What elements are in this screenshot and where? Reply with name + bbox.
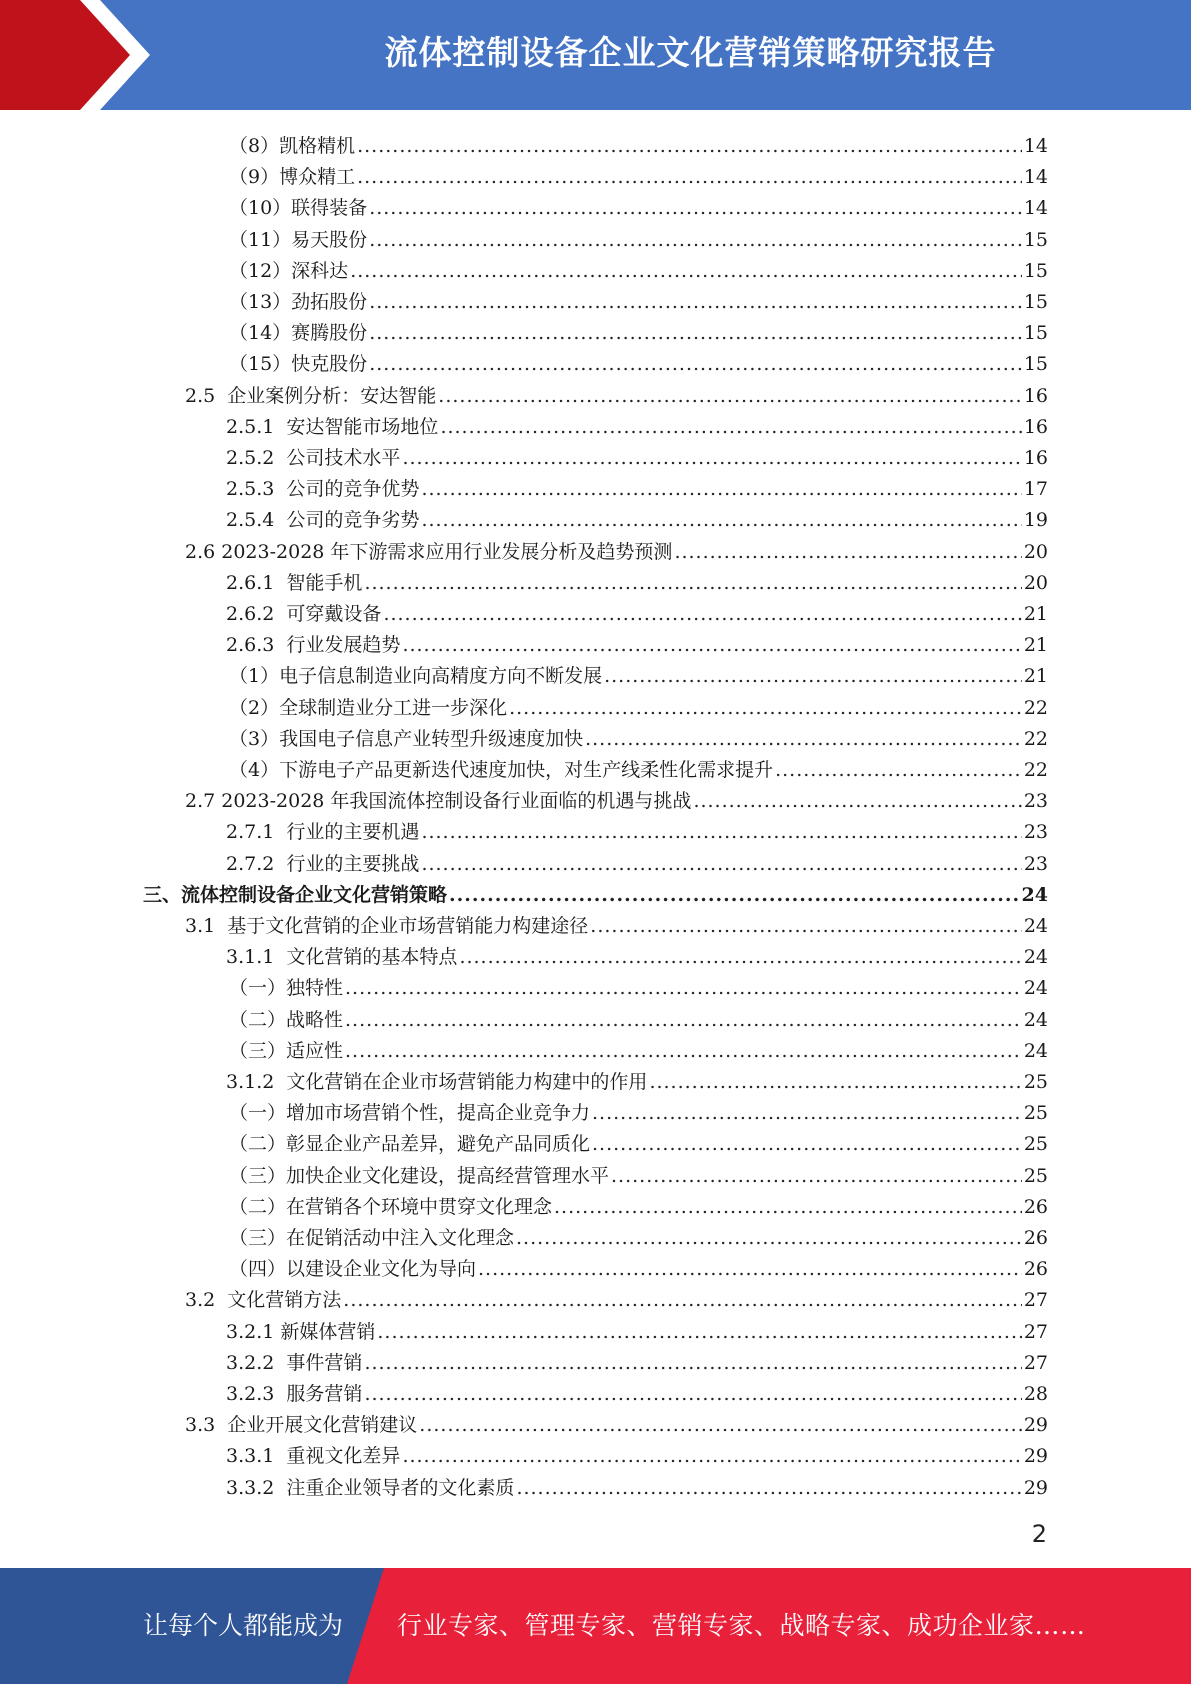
toc-entry-page: 22: [1023, 727, 1048, 750]
toc-entry-label: 三、流体控制设备企业文化营销策略: [143, 883, 448, 906]
toc-leader-dots: [377, 1320, 1021, 1344]
toc-entry[interactable]: [226, 813, 1048, 844]
toc-leader-dots: [369, 290, 1022, 314]
toc-entry-page: 15: [1023, 353, 1048, 376]
toc-entry-page: 16: [1023, 384, 1048, 407]
toc-entry-label: （15）快克股份: [229, 353, 368, 376]
toc-leader-dots: [345, 1039, 1022, 1063]
toc-entry-label: （4）下游电子产品更新迭代速度加快，对生产线柔性化需求提升: [229, 759, 774, 781]
page-number: 2: [1031, 1520, 1047, 1548]
toc-entry[interactable]: [229, 657, 1048, 688]
toc-leader-dots: [478, 1257, 1022, 1281]
toc-leader-dots: [516, 1226, 1022, 1250]
toc-entry[interactable]: [226, 938, 1048, 969]
toc-leader-dots: [649, 1070, 1021, 1094]
toc-leader-dots: [357, 165, 1022, 189]
toc-entry-label: （三）加快企业文化建设，提高经营管理水平: [229, 1164, 610, 1187]
toc-entry[interactable]: [185, 1406, 1048, 1437]
toc-entry[interactable]: [226, 1469, 1048, 1500]
toc-leader-dots: [590, 914, 1022, 938]
toc-entry-page: 21: [1023, 603, 1048, 625]
toc-entry-label: （二）在营销各个环境中贯穿文化理念: [229, 1195, 553, 1218]
toc-entry-label: 2.6.2 可穿戴设备: [226, 603, 382, 625]
toc-entry-page: 20: [1023, 571, 1048, 594]
toc-entry-page: 15: [1023, 228, 1048, 251]
toc-entry[interactable]: [229, 127, 1048, 158]
toc-leader-dots: [350, 259, 1022, 283]
toc-leader-dots: [592, 1101, 1022, 1125]
toc-entry-label: （3）我国电子信息产业转型升级速度加快: [229, 727, 584, 750]
toc-leader-dots: [459, 945, 1021, 969]
toc-entry-label: 2.6.1 智能手机: [226, 571, 363, 594]
toc-entry-label: （一）独特性: [229, 977, 344, 1000]
toc-entry[interactable]: [143, 876, 1048, 907]
toc-entry[interactable]: [229, 689, 1048, 720]
toc-entry-label: 3.1.2 文化营销在企业市场营销能力构建中的作用: [226, 1071, 648, 1093]
toc-leader-dots: [402, 446, 1021, 470]
toc-entry[interactable]: [229, 221, 1048, 252]
toc-entry[interactable]: [226, 564, 1048, 595]
toc-leader-dots: [421, 852, 1021, 876]
toc-entry-label: 3.3.2 注重企业领导者的文化素质: [226, 1476, 515, 1499]
toc-entry-page: 26: [1023, 1195, 1048, 1218]
toc-entry-label: 3.2.3 服务营销: [226, 1383, 363, 1405]
toc-entry[interactable]: [229, 314, 1048, 345]
toc-entry-label: （1）电子信息制造业向高精度方向不断发展: [229, 665, 603, 688]
toc-leader-dots: [421, 477, 1021, 501]
toc-entry-page: 21: [1023, 634, 1048, 657]
toc-entry-page: 26: [1023, 1227, 1048, 1249]
toc-entry-label: （2）全球制造业分工进一步深化: [229, 696, 508, 719]
toc-entry-page: 22: [1023, 759, 1048, 781]
toc-entry-page: 16: [1023, 447, 1048, 469]
toc-entry-page: 21: [1023, 665, 1048, 688]
toc-leader-dots: [402, 633, 1021, 657]
toc-leader-dots: [693, 789, 1021, 813]
header-chevron-decoration: [0, 0, 160, 110]
toc-leader-dots: [383, 602, 1021, 626]
toc-leader-dots: [611, 1164, 1022, 1188]
toc-entry-page: 19: [1023, 509, 1048, 532]
toc-entry[interactable]: [185, 533, 1048, 564]
toc-entry-page: 28: [1023, 1383, 1048, 1405]
toc-entry-page: 22: [1023, 696, 1048, 719]
toc-entry[interactable]: [229, 751, 1048, 782]
toc-entry[interactable]: [229, 1188, 1048, 1219]
toc-entry-page: 24: [1023, 946, 1048, 969]
toc-entry[interactable]: [229, 1250, 1048, 1281]
toc-entry-page: 23: [1023, 790, 1048, 813]
toc-entry-label: （三）适应性: [229, 1039, 344, 1062]
page-footer: [0, 1568, 1191, 1684]
toc-entry[interactable]: [229, 969, 1048, 1000]
toc-leader-dots: [509, 696, 1022, 720]
toc-entry[interactable]: [226, 501, 1048, 532]
toc-entry-page: 23: [1023, 821, 1048, 844]
toc-entry[interactable]: [185, 907, 1048, 938]
toc-entry-page: 25: [1023, 1071, 1048, 1093]
toc-leader-dots: [369, 196, 1022, 220]
toc-entry-page: 24: [1023, 1008, 1048, 1031]
toc-entry-page: 15: [1023, 259, 1048, 282]
toc-entry[interactable]: [229, 283, 1048, 314]
toc-entry-page: 23: [1023, 852, 1048, 875]
toc-entry-label: 2.7 2023-2028 年我国流体控制设备行业面临的机遇与挑战: [185, 790, 692, 813]
toc-leader-dots: [343, 1288, 1022, 1312]
toc-leader-dots: [438, 384, 1022, 408]
toc-entry-page: 26: [1023, 1258, 1048, 1281]
toc-entry[interactable]: [226, 626, 1048, 657]
toc-entry-page: 27: [1023, 1289, 1048, 1312]
toc-entry-label: 2.5.4 公司的竞争劣势: [226, 509, 420, 532]
toc-leader-dots: [364, 1351, 1021, 1375]
toc-entry-label: （13）劲拓股份: [229, 291, 368, 313]
toc-leader-dots: [369, 228, 1022, 252]
toc-leader-dots: [421, 508, 1021, 532]
toc-entry[interactable]: [229, 720, 1048, 751]
toc-entry-label: 2.6 2023-2028 年下游需求应用行业发展分析及趋势预测: [185, 540, 673, 563]
toc-entry[interactable]: [185, 377, 1048, 408]
toc-leader-dots: [592, 1132, 1022, 1156]
toc-entry[interactable]: [226, 1344, 1048, 1375]
toc-entry-label: （10）联得装备: [229, 197, 368, 220]
toc-entry-label: （四）以建设企业文化为导向: [229, 1258, 477, 1281]
toc-entry-page: 24: [1023, 915, 1048, 937]
toc-entry[interactable]: [226, 470, 1048, 501]
page-header: [0, 0, 1191, 110]
toc-entry-page: 14: [1023, 197, 1048, 220]
toc-entry[interactable]: [226, 845, 1048, 876]
toc-leader-dots: [364, 1382, 1021, 1406]
toc-entry[interactable]: [229, 1157, 1048, 1188]
toc-entry-label: 3.3 企业开展文化营销建议: [185, 1414, 418, 1437]
toc-entry[interactable]: [226, 1375, 1048, 1406]
toc-entry[interactable]: [229, 1094, 1048, 1125]
toc-entry[interactable]: [229, 1032, 1048, 1063]
toc-entry-page: 20: [1023, 540, 1048, 563]
toc-leader-dots: [585, 727, 1022, 751]
footer-slogan-right: 行业专家、管理专家、营销专家、战略专家、成功企业家……: [397, 1611, 1086, 1640]
toc-entry-page: 27: [1023, 1320, 1048, 1343]
toc-entry-label: 3.1 基于文化营销的企业市场营销能力构建途径: [185, 915, 589, 937]
toc-leader-dots: [402, 1444, 1021, 1468]
toc-entry-page: 15: [1023, 322, 1048, 345]
toc-entry-label: 2.7.1 行业的主要机遇: [226, 821, 420, 844]
toc-entry[interactable]: [185, 1281, 1048, 1312]
toc-entry[interactable]: [226, 408, 1048, 439]
toc-leader-dots: [516, 1476, 1021, 1500]
toc-entry-page: 24: [1023, 1039, 1048, 1062]
toc-entry-label: （9）博众精工: [229, 166, 356, 189]
toc-entry[interactable]: [229, 1219, 1048, 1250]
toc-leader-dots: [345, 976, 1022, 1000]
toc-entry[interactable]: [226, 1437, 1048, 1468]
toc-entry-page: 25: [1023, 1164, 1048, 1187]
toc-entry-label: 2.6.3 行业发展趋势: [226, 634, 401, 657]
toc-entry-page: 14: [1023, 166, 1048, 189]
toc-leader-dots: [440, 415, 1021, 439]
toc-entry-page: 25: [1023, 1102, 1048, 1125]
toc-leader-dots: [369, 352, 1022, 376]
toc-entry[interactable]: [226, 1313, 1048, 1344]
toc-entry-page: 24: [1021, 883, 1048, 906]
toc-entry-label: （二）彰显企业产品差异，避免产品同质化: [229, 1133, 591, 1156]
toc-entry-page: 27: [1023, 1351, 1048, 1374]
toc-entry-label: 2.5 企业案例分析：安达智能: [185, 384, 437, 407]
toc-leader-dots: [554, 1195, 1022, 1219]
toc-entry-label: 3.2 文化营销方法: [185, 1289, 342, 1312]
toc-entry-page: 15: [1023, 291, 1048, 313]
toc-entry-label: （三）在促销活动中注入文化理念: [229, 1227, 515, 1249]
toc-leader-dots: [449, 883, 1020, 907]
toc-entry-page: 24: [1023, 977, 1048, 1000]
toc-leader-dots: [357, 134, 1022, 158]
toc-entry-page: 17: [1023, 478, 1048, 501]
toc-entry[interactable]: [229, 189, 1048, 220]
header-title: 流体控制设备企业文化营销策略研究报告: [384, 33, 997, 72]
toc-entry-label: 3.3.1 重视文化差异: [226, 1445, 401, 1468]
toc-entry[interactable]: [229, 1125, 1048, 1156]
toc-entry-label: （12）深科达: [229, 259, 349, 282]
toc-entry[interactable]: [229, 1001, 1048, 1032]
toc-entry-page: 16: [1023, 415, 1048, 438]
toc-leader-dots: [604, 664, 1022, 688]
toc-leader-dots: [674, 540, 1021, 564]
footer-slogan-left: 让每个人都能成为: [143, 1611, 344, 1640]
toc-entry-label: （一）增加市场营销个性，提高企业竞争力: [229, 1102, 591, 1125]
toc-entry-label: 2.7.2 行业的主要挑战: [226, 852, 420, 875]
toc-entry-page: 29: [1023, 1445, 1048, 1468]
toc-entry-page: 29: [1023, 1476, 1048, 1499]
toc-entry-page: 14: [1023, 135, 1048, 157]
toc-leader-dots: [419, 1413, 1022, 1437]
toc-entry[interactable]: [229, 345, 1048, 376]
toc-entry[interactable]: [185, 782, 1048, 813]
toc-leader-dots: [364, 571, 1021, 595]
toc-entry-label: 3.2.1 新媒体营销: [226, 1320, 376, 1343]
toc-entry-label: 2.5.3 公司的竞争优势: [226, 478, 420, 501]
toc-leader-dots: [369, 321, 1022, 345]
toc-entry[interactable]: [226, 439, 1048, 470]
toc-entry-label: 2.5.1 安达智能市场地位: [226, 415, 439, 438]
toc-leader-dots: [421, 820, 1021, 844]
toc-entry-label: （8）凯格精机: [229, 135, 356, 157]
toc-entry-page: 29: [1023, 1414, 1048, 1437]
toc-entry[interactable]: [229, 252, 1048, 283]
toc-entry-label: （二）战略性: [229, 1008, 344, 1031]
toc-entry[interactable]: [229, 158, 1048, 189]
toc-leader-dots: [775, 758, 1022, 782]
toc-entry-label: （11）易天股份: [229, 228, 368, 251]
toc-entry-label: 3.2.2 事件营销: [226, 1351, 363, 1374]
toc-entry-label: 2.5.2 公司技术水平: [226, 447, 401, 469]
toc-entry-page: 25: [1023, 1133, 1048, 1156]
toc-leader-dots: [345, 1008, 1022, 1032]
toc-entry-label: 3.1.1 文化营销的基本特点: [226, 946, 458, 969]
toc-entry[interactable]: [226, 595, 1048, 626]
toc-entry[interactable]: [226, 1063, 1048, 1094]
toc-entry-label: （14）赛腾股份: [229, 322, 368, 345]
